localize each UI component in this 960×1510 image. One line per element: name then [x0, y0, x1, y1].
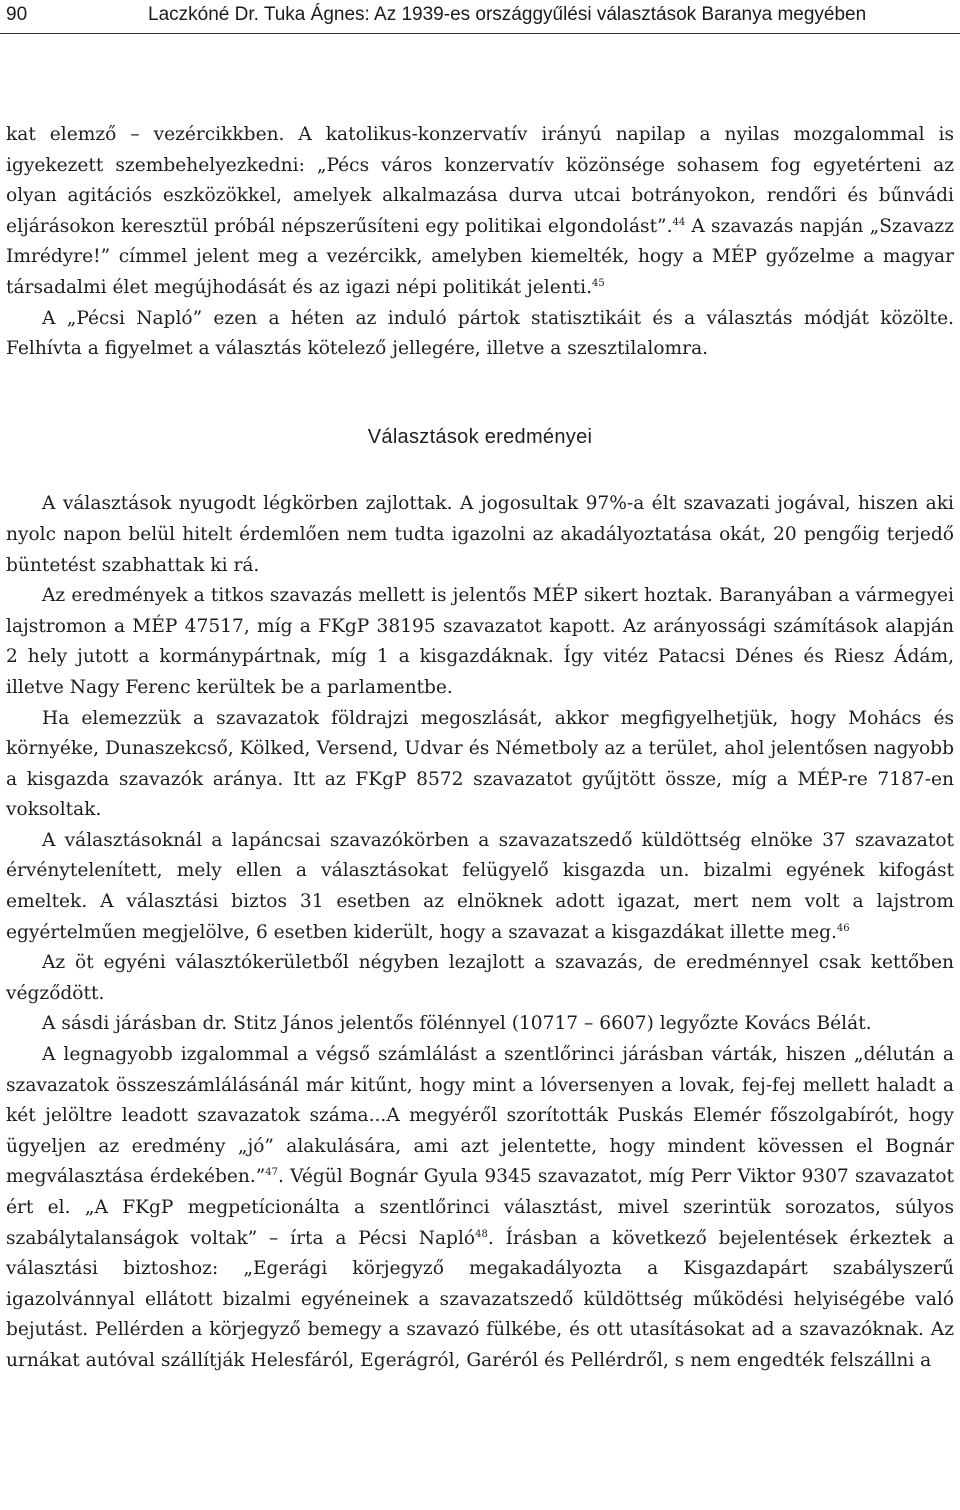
section-heading: Választások eredményei — [367, 425, 593, 448]
paragraph: A legnagyobb izgalommal a végső számlálást a szentlőrinci járásban várták, hiszen „délután a szavazatok összeszámlálásánál már kitűnt, hogy mint a lóversenyen a lovak, fej-fej mellett haladt a két jelöltre leadott szavazatok száma...A megyéről szorították Puskás Elemér főszolgabírót, hogy ügyeljen az eredmény „jó” alakulására, ami azt jelentette, hogy mindent kövessen el Bognár megválasztása érdekében.”$^{47}$. Végül Bognár Gyula 9345 szavazatot, míg Perr Viktor 9307 szavazatot ért el. „A FKgP megpetícionálta a szentlőrinci választást, mivel szerintük sorozatos, súlyos szabálytalanságok voltak” – írta a Pécsi Napló$^{48}$. Írásban a következő bejelentések érkeztek a választási biztoshoz: „Egerági körjegyző megakadályozta a Kisgazdapárt szabályszerű igazolvánnyal ellátott bizalmi egyéneinek a szavazatszedő küldöttség működési helyiségébe való bejutást. Pellérden a körjegyző bemegy a szavazó fülkébe, és ott utasításokat ad a szavazóknak. Az urnákat autóval szállítják Helesfáról, Egerágról, Garéról és Pellérdről, s nem engedték felszállni a — [6, 1044, 955, 1371]
running-title: Laczkóné Dr. Tuka Ágnes: Az 1939-es országgyűlési választások Baranya megyében — [148, 4, 867, 25]
footnote-ref: 48 — [475, 1228, 488, 1240]
paragraph: A választásoknál a lapáncsai szavazókörben a szavazatszedő küldöttség elnöke 37 szavazatot érvénytelenített, mely ellen a választásokat felügyelő kisgazda un. bizalmi egyének kifogást emeltek. A választási biztos 31 esetben az elnöknek adott igazat, mert nem volt a lajstrom egyértelműen megjelölve, 6 esetben kiderült, hogy a szavazat a kisgazdákat illette meg.$^{46}$ — [6, 829, 954, 943]
paragraph: A „Pécsi Napló” ezen a héten az induló pártok statisztikáit és a választás módját közölte. Felhívta a figyelmet a választás kötelező jellegére, illetve a szesztilalomra. — [6, 307, 954, 360]
footnote-ref: 47 — [265, 1167, 278, 1179]
body-text — [6, 120, 954, 1377]
footnote-ref: 44 — [672, 216, 686, 228]
paragraph: A sásdi járásban dr. Stitz János jelentős fölénnyel (10717 – 6607) legyőzte Kovács Bélát. — [42, 1013, 872, 1035]
paragraph: Az öt egyéni választókerületből négyben lezajlott a szavazás, de eredménnyel csak kettőben végződött. — [6, 952, 954, 1004]
footnote-ref: 46 — [836, 922, 850, 934]
page-header — [6, 4, 954, 34]
page-number: 90 — [6, 4, 28, 25]
paragraph: Az eredmények a titkos szavazás mellett is jelentős MÉP sikert hoztak. Baranyában a vármegyei lajstromon a MÉP 47517, míg a FKgP 38195 szavazatot kapott. Az arányossági számítások alapján 2 hely jutott a kormánypártnak, míg 1 a kisgazdáknak. Így vitéz Patacsi Dénes és Riesz Ádám, illetve Nagy Ferenc kerültek be a parlamentbe. — [6, 585, 954, 698]
paragraph: kat elemző – vezércikkben. A katolikus-konzervatív irányú napilap a nyilas mozgalommal is igyekezett szembehelyezkedni: „Pécs város konzervatív közönsége sohasem fog egyetérteni az olyan agitációs eszközökkel, amelyek alkalmazása durva utcai botrányokon, rendőri és bűnvádi eljárásokon keresztül próbál népszerűsíteni egy politikai elgondolást”.$^{44}$ A szavazás napján „Szavazz Imrédyre!” címmel jelent meg a vezércikk, amelyben kiemelték, hogy a MÉP győzelme a magyar társadalmi élet megújhodását és az igazi népi politikát jelenti.$^{45}$ — [6, 124, 954, 298]
footnote-ref: 45 — [592, 277, 605, 289]
paragraph: Ha elemezzük a szavazatok földrajzi megoszlását, akkor megfigyelhetjük, hogy Mohács és környéke, Dunaszekcső, Kölked, Versend, Udvar és Németboly az a terület, ahol jelentősen nagyobb a kisgazda szavazók aránya. Itt az FKgP 8572 szavazatot gyűjtött össze, míg a MÉP-re 7187-en voksoltak. — [6, 707, 954, 821]
header-rule — [0, 33, 960, 34]
paragraph: A választások nyugodt légkörben zajlottak. A jogosultak 97%-a élt szavazati jogával, hiszen aki nyolc napon belül hitelt érdemlően nem tudta igazolni az akadályoztatása okát, 20 pengőig terjedő büntetést szabhattak ki rá. — [6, 493, 954, 576]
